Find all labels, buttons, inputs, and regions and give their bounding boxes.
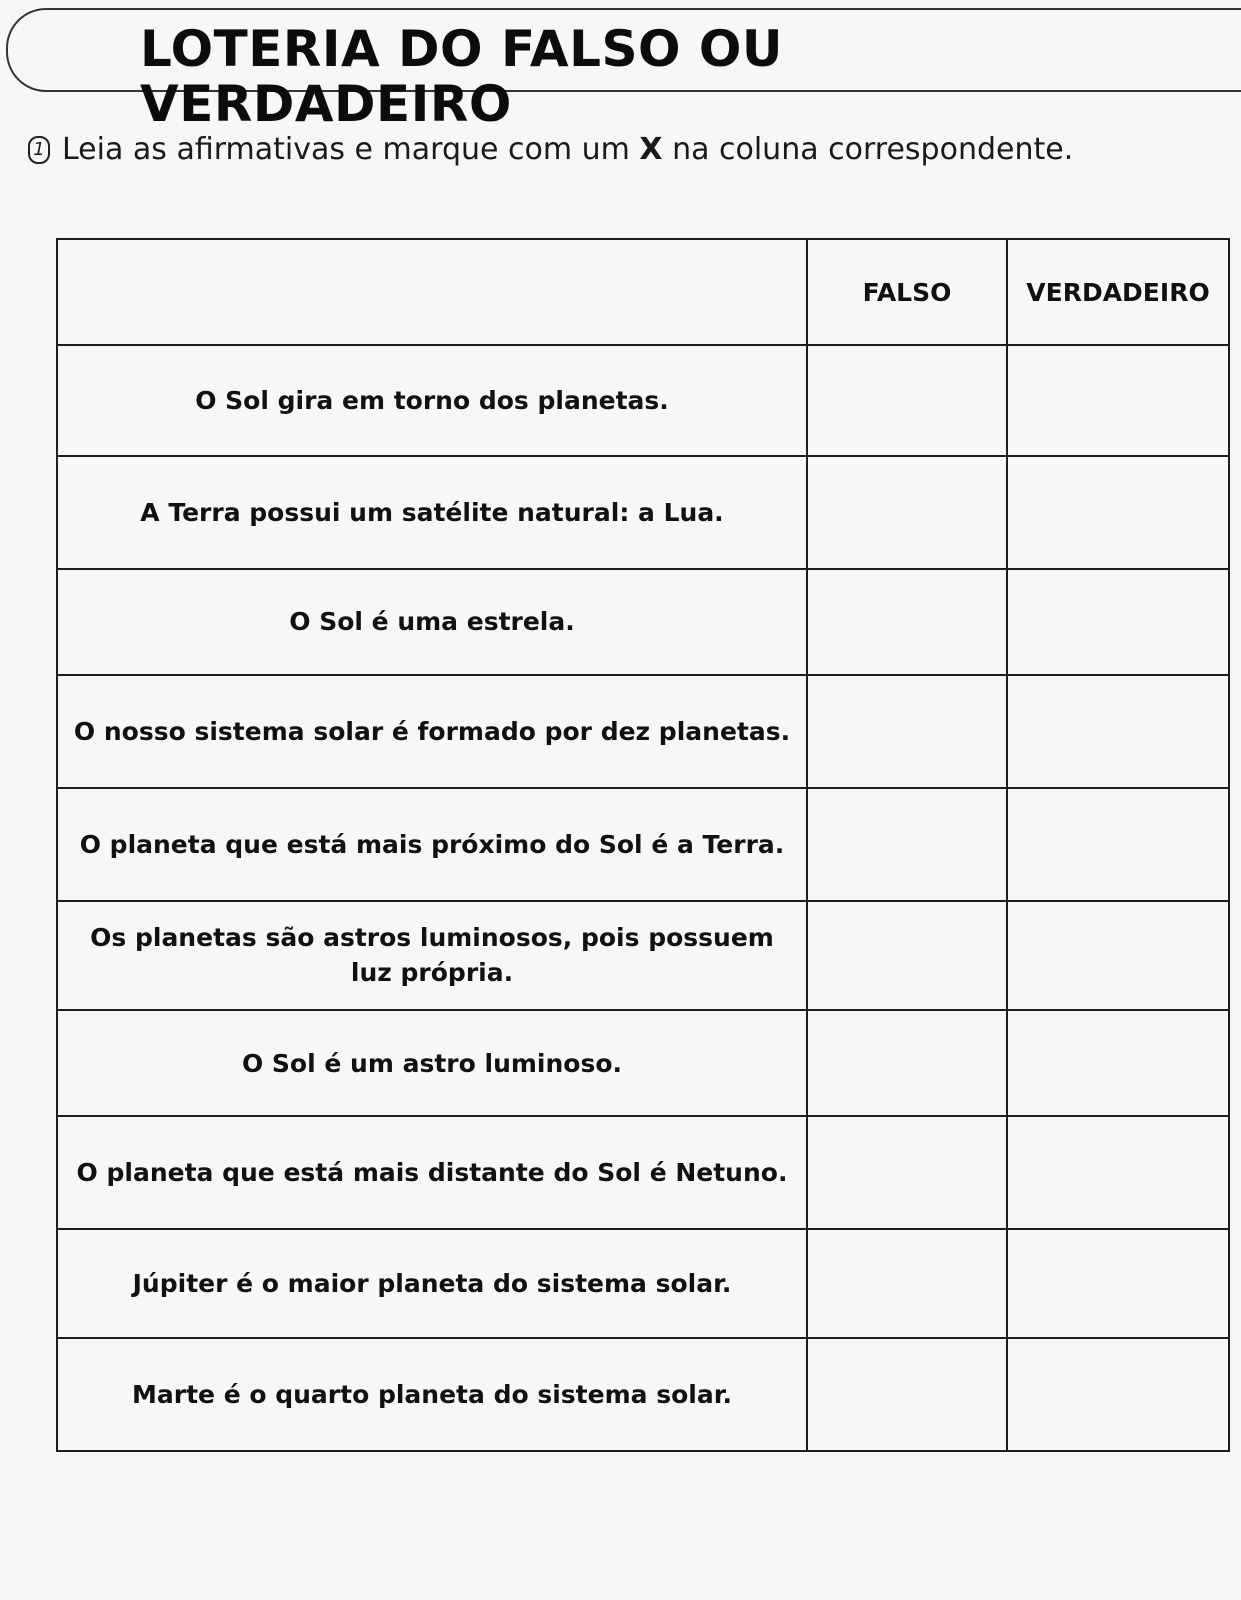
falso-answer-cell[interactable] (807, 1229, 1007, 1338)
statement-cell: Marte é o quarto planeta do sistema solar. (57, 1338, 807, 1451)
falso-column-header: FALSO (807, 239, 1007, 345)
falso-answer-cell[interactable] (807, 675, 1007, 788)
falso-answer-cell[interactable] (807, 345, 1007, 456)
table-row (57, 1116, 1229, 1229)
verdadeiro-answer-cell[interactable] (1007, 1229, 1229, 1338)
verdadeiro-answer-cell[interactable] (1007, 456, 1229, 569)
verdadeiro-answer-cell[interactable] (1007, 1116, 1229, 1229)
verdadeiro-answer-cell[interactable] (1007, 901, 1229, 1010)
falso-answer-cell[interactable] (807, 788, 1007, 901)
table-row (57, 901, 1229, 1010)
statement-cell: Júpiter é o maior planeta do sistema solar. (57, 1229, 807, 1338)
statement-column-header (57, 239, 807, 345)
table-row (57, 569, 1229, 676)
statement-cell: O Sol gira em torno dos planetas. (57, 345, 807, 456)
table-row (57, 1338, 1229, 1451)
falso-answer-cell[interactable] (807, 569, 1007, 676)
table-row (57, 675, 1229, 788)
statement-cell: O Sol é um astro luminoso. (57, 1010, 807, 1117)
falso-answer-cell[interactable] (807, 1010, 1007, 1117)
falso-answer-cell[interactable] (807, 901, 1007, 1010)
table-row (57, 456, 1229, 569)
instruction (28, 132, 1073, 167)
verdadeiro-answer-cell[interactable] (1007, 345, 1229, 456)
statement-cell: O planeta que está mais distante do Sol é Netuno. (57, 1116, 807, 1229)
table-row (57, 1229, 1229, 1338)
instruction-mark: X (639, 132, 663, 167)
table-row (57, 1010, 1229, 1117)
instruction-text-after: na coluna correspondente. (662, 132, 1074, 167)
verdadeiro-answer-cell[interactable] (1007, 1010, 1229, 1117)
table-header-row (57, 239, 1229, 345)
table-row (57, 345, 1229, 456)
statement-cell: Os planetas são astros luminosos, pois possuem luz própria. (57, 901, 807, 1010)
falso-answer-cell[interactable] (807, 456, 1007, 569)
statement-cell: O planeta que está mais próximo do Sol é a Terra. (57, 788, 807, 901)
verdadeiro-answer-cell[interactable] (1007, 1338, 1229, 1451)
true-false-table (56, 238, 1230, 1452)
instruction-text-before: Leia as afirmativas e marque com um (62, 132, 640, 167)
verdadeiro-column-header: VERDADEIRO (1007, 239, 1229, 345)
page-title: LOTERIA DO FALSO OU VERDADEIRO (140, 20, 783, 133)
verdadeiro-answer-cell[interactable] (1007, 675, 1229, 788)
table-row (57, 788, 1229, 901)
statement-cell: O nosso sistema solar é formado por dez planetas. (57, 675, 807, 788)
statement-cell: A Terra possui um satélite natural: a Lua. (57, 456, 807, 569)
falso-answer-cell[interactable] (807, 1338, 1007, 1451)
verdadeiro-answer-cell[interactable] (1007, 788, 1229, 901)
statement-cell: O Sol é uma estrela. (57, 569, 807, 676)
verdadeiro-answer-cell[interactable] (1007, 569, 1229, 676)
falso-answer-cell[interactable] (807, 1116, 1007, 1229)
question-number-badge: 1 (28, 136, 50, 164)
